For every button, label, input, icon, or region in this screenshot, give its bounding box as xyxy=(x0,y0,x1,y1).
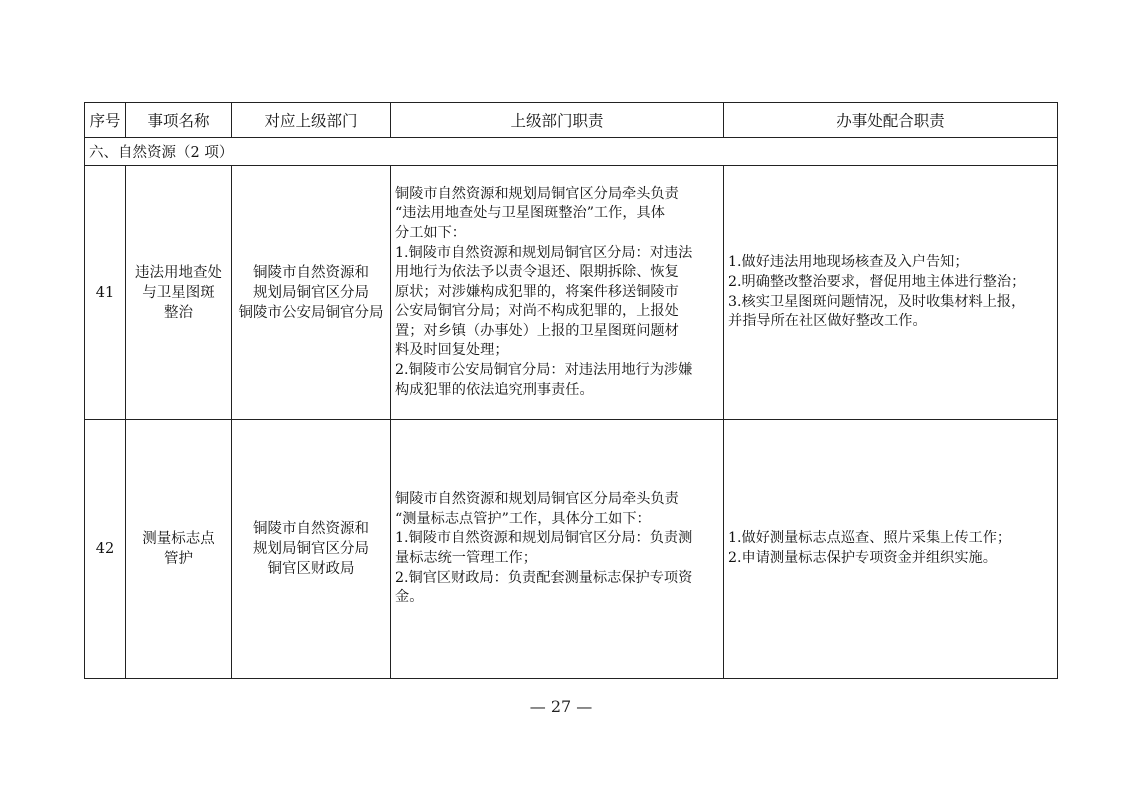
superior-duties-cell xyxy=(391,420,724,679)
office-duties-cell xyxy=(724,166,1058,420)
header-index: 序号 xyxy=(85,103,126,138)
department-line: 铜陵市自然资源和 xyxy=(253,521,369,537)
duty-line: 构成犯罪的依法追究刑事责任。 xyxy=(395,381,594,398)
duty-line: 铜陵市自然资源和规划局铜官区分局牵头负责 xyxy=(395,185,679,202)
office-duty-line: 2.明确整改整治要求，督促用地主体进行整治； xyxy=(728,273,1026,290)
item-name-line: 违法用地查处 xyxy=(135,264,222,281)
responsibility-table xyxy=(84,102,1058,679)
duty-line: 原状；对涉嫌构成犯罪的，将案件移送铜陵市 xyxy=(395,283,679,300)
office-duty-line: 1.做好测量标志点巡查、照片采集上传工作； xyxy=(728,530,1012,547)
item-name-cell xyxy=(126,420,232,679)
department-cell xyxy=(232,166,391,420)
duty-line: “违法用地查处与卫星图斑整治”工作，具体 xyxy=(395,205,665,222)
duty-line: 金。 xyxy=(395,589,424,606)
section-row xyxy=(85,138,1058,166)
page-number: — 27 — xyxy=(529,697,593,716)
duty-line: 铜陵市自然资源和规划局铜官区分局牵头负责 xyxy=(395,491,679,508)
item-name-line: 整治 xyxy=(164,304,193,321)
office-duty-line: 并指导所在社区做好整改工作。 xyxy=(728,313,927,330)
item-name-cell xyxy=(126,166,232,420)
duty-line: 1.铜陵市自然资源和规划局铜官区分局：对违法 xyxy=(395,244,693,261)
duty-line: 量标志统一管理工作； xyxy=(395,550,537,566)
superior-duties-cell xyxy=(391,166,724,420)
row-number: 41 xyxy=(85,166,126,420)
duty-line: 2.铜陵市公安局铜官分局：对违法用地行为涉嫌 xyxy=(395,362,693,379)
duty-line: “测量标志点管护”工作，具体分工如下： xyxy=(395,510,651,527)
duty-line: 1.铜陵市自然资源和规划局铜官区分局：负责测 xyxy=(395,530,693,547)
header-item-name: 事项名称 xyxy=(126,103,232,138)
office-duty-line: 1.做好违法用地现场核查及入户告知； xyxy=(728,254,969,271)
duty-line: 公安局铜官分局；对尚不构成犯罪的，上报处 xyxy=(395,303,679,320)
duty-line: 2.铜官区财政局：负责配套测量标志保护专项资 xyxy=(395,569,693,586)
duty-line: 分工如下： xyxy=(395,224,466,241)
table-row xyxy=(85,420,1058,679)
office-duties-cell xyxy=(724,420,1058,679)
table-header-row xyxy=(85,103,1058,138)
duty-line: 料及时回复处理； xyxy=(395,342,509,359)
header-office-duties: 办事处配合职责 xyxy=(724,103,1058,138)
header-superior-duties: 上级部门职责 xyxy=(391,103,724,138)
department-line: 规划局铜官区分局 xyxy=(253,284,369,301)
duty-line: 置；对乡镇（办事处）上报的卫星图斑问题材 xyxy=(395,322,679,339)
item-name-line: 测量标志点 xyxy=(142,531,215,547)
item-name-line: 与卫星图斑 xyxy=(142,284,215,301)
item-name-line: 管护 xyxy=(164,551,193,567)
department-line: 铜陵市自然资源和 xyxy=(253,264,369,281)
office-duty-line: 3.核实卫星图斑问题情况，及时收集材料上报， xyxy=(728,293,1026,310)
section-title: 六、自然资源（2 项） xyxy=(85,138,1058,166)
duty-line: 用地行为依法予以责令退还、限期拆除、恢复 xyxy=(395,264,679,281)
row-number: 42 xyxy=(85,420,126,679)
department-line: 铜陵市公安局铜官分局 xyxy=(238,304,384,321)
office-duty-line: 2.申请测量标志保护专项资金并组织实施。 xyxy=(728,550,997,566)
department-cell xyxy=(232,420,391,679)
department-line: 铜官区财政局 xyxy=(267,561,355,577)
department-line: 规划局铜官区分局 xyxy=(253,541,369,557)
table-row xyxy=(85,166,1058,420)
header-superior-department: 对应上级部门 xyxy=(232,103,391,138)
